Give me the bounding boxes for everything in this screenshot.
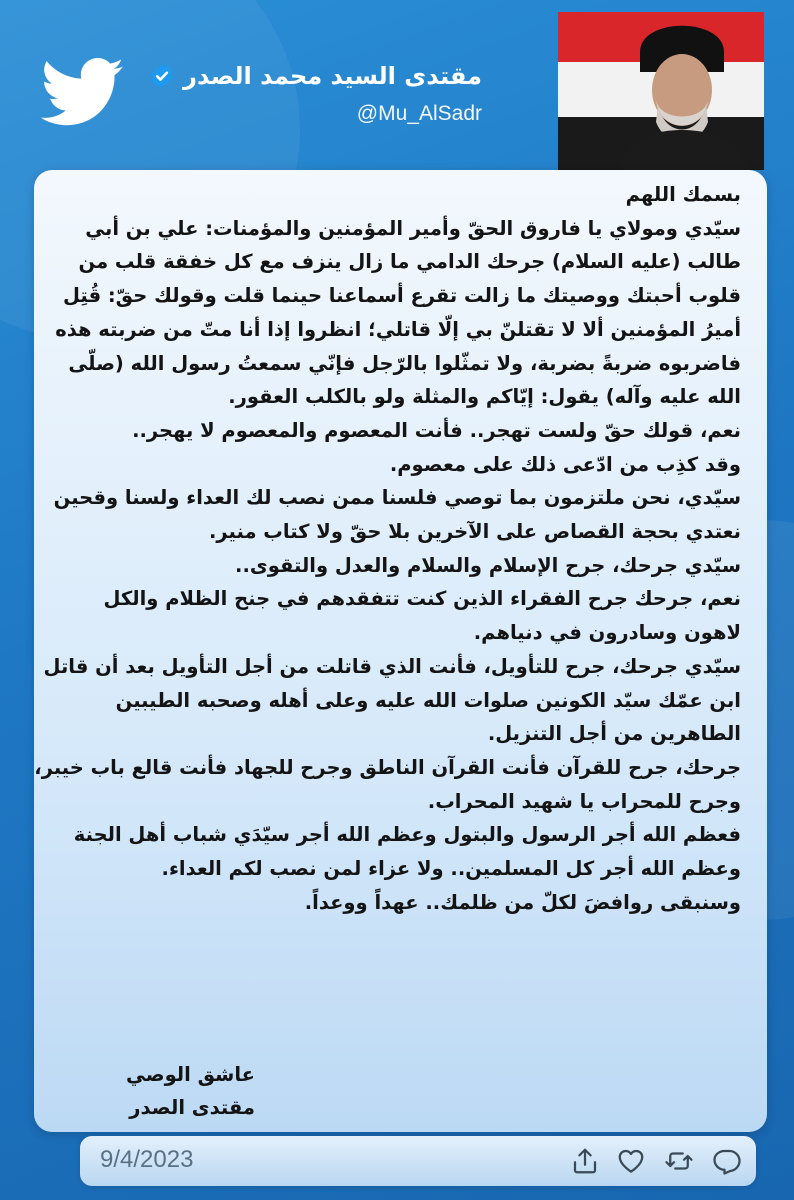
tweet-line: وجرح للمحراب يا شهيد المحراب. (427, 789, 741, 813)
share-icon[interactable] (570, 1146, 600, 1176)
tweet-line: أميرُ المؤمنين ألا لا تقتلنّ بي إلّا قاتلي؛ انظروا إذا أنا متّ من ضربته هذه (55, 317, 741, 341)
tweet-line: الطاهرين من أجل التنزيل. (487, 722, 741, 746)
tweet-line: سيّدي ومولاي يا فاروق الحقّ وأمير المؤمنين والمؤمنات: علي بن أبي (85, 216, 741, 240)
tweet-line: وسنبقى روافضَ لكلّ من ظلمك.. عهداً ووعداً. (304, 890, 741, 914)
tweet-line: فاضربوه ضربةً بضربة، ولا تمثّلوا بالرّجل فإنّي سمعتُ رسول الله (صلّى (68, 351, 741, 375)
heart-icon[interactable] (616, 1146, 646, 1176)
signature-line: مقتدى الصدر (129, 1096, 255, 1119)
twitter-bird-icon (38, 58, 128, 128)
tweet-line: جرحك، جرح للقرآن فأنت القرآن الناطق وجرح للجهاد فأنت قالع باب خيبر، (34, 755, 741, 779)
tweet-text (34, 178, 741, 919)
tweet-line: سيّدي جرحك، جرح للتأويل، فأنت الذي قاتلت من أجل التأويل بعد أن قاتل (43, 654, 741, 678)
tweet-date: 9/4/2023 (100, 1146, 194, 1173)
tweet-line: وعظم الله أجر كل المسلمين.. ولا عزاء لمن نصب لكم العداء. (161, 857, 741, 881)
tweet-footer (80, 1136, 756, 1186)
tweet-card (34, 170, 767, 1132)
tweet-line: سيّدي، نحن ملتزمون بما توصي فلسنا ممن نصب لك العداء ولسنا وقحين (53, 486, 741, 510)
tweet-line: سيّدي جرحك، جرح الإسلام والسلام والعدل والتقوى.. (235, 553, 741, 577)
tweet-line: نعتدي بحجة القصاص على الآخرين بلا حقّ ولا كتاب منير. (208, 520, 741, 544)
avatar (600, 12, 764, 170)
tweet-line: بسمك اللهم (625, 183, 741, 206)
signature (126, 1058, 255, 1124)
tweet-line: قلوب أحبتك ووصيتك ما زالت تقرع أسماعنا حينما قلت وقولك حقّ: قُتِل (62, 284, 741, 308)
tweet-line: فعظم الله أجر الرسول والبتول وعظم الله أجر سيّدَي شباب أهل الجنة (73, 823, 741, 847)
tweet-line: لاهون وسادرون في دنياهم. (473, 621, 741, 645)
reply-icon[interactable] (712, 1146, 742, 1176)
tweet-line: وقد كذِب من ادّعى ذلك على معصوم. (389, 452, 741, 476)
retweet-icon[interactable] (664, 1146, 694, 1176)
tweet-line: نعم، قولك حقّ ولست تهجر.. فأنت المعصوم والمعصوم لا يهجر.. (132, 418, 741, 442)
tweet-line: نعم، جرحك جرح الفقراء الذين كنت تتفقدهم في جنح الظلام والكل (103, 587, 741, 611)
tweet-line: ابن عمّك سيّد الكونين صلوات الله عليه وعلى أهله وصحبه الطيبين (115, 688, 741, 712)
tweet-line: الله عليه وآله) يقول: إيّاكم والمثلة ولو بالكلب العقور. (228, 385, 741, 409)
verified-badge-icon (149, 63, 175, 89)
display-name[interactable]: مقتدى السيد محمد الصدر (183, 62, 482, 90)
profile-photo[interactable] (558, 12, 764, 170)
user-handle[interactable]: @Mu_AlSadr (356, 102, 482, 125)
signature-line: عاشق الوصي (126, 1063, 255, 1086)
profile-header (149, 62, 482, 126)
tweet-line: طالب (عليه السلام) جرحك الدامي ما زال ينزف مع كل خفقة قلب من (78, 250, 741, 274)
